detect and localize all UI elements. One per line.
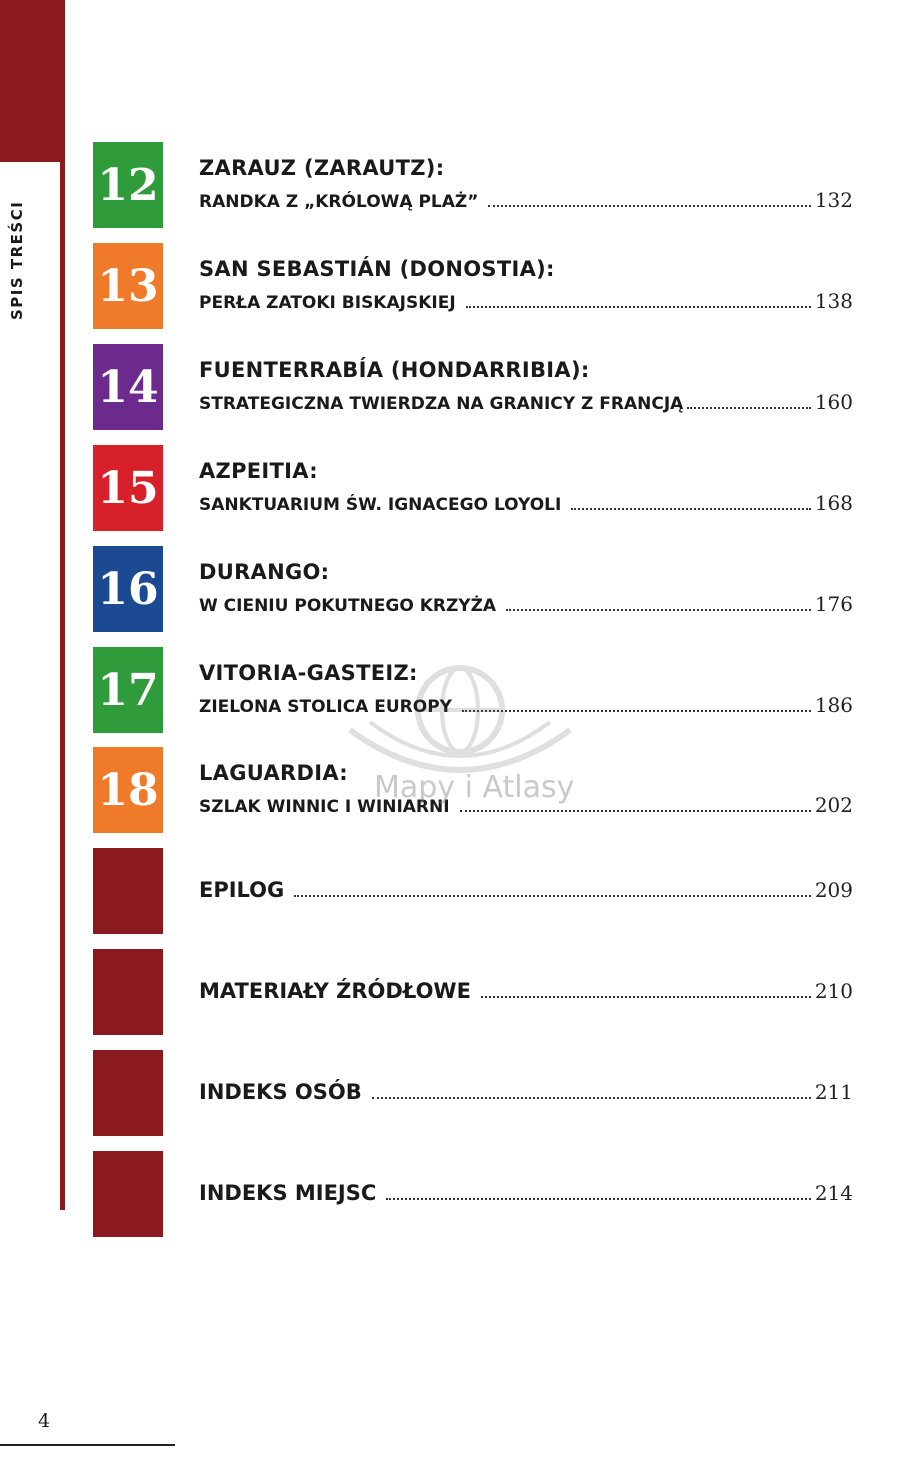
chapter-subtitle: ZIELONA STOLICA EUROPY	[199, 697, 452, 717]
chapter-subtitle: SANKTUARIUM ŚW. IGNACEGO LOYOLI	[199, 495, 562, 515]
section-line	[199, 1080, 853, 1104]
chapter-subtitle: SZLAK WINNIC I WINIARNI	[199, 797, 450, 817]
chapter-number-badge: 18	[93, 747, 163, 833]
page-ref: 211	[814, 1080, 853, 1104]
page-number: 4	[38, 1410, 51, 1432]
page-ref: 186	[814, 693, 853, 717]
chapter-subtitle: RANDKA Z „KRÓLOWĄ PLAŻ”	[199, 192, 479, 212]
section-title: EPILOG	[199, 878, 285, 902]
watermark-text: Mapy i Atlasy	[374, 770, 575, 805]
leader-dots	[571, 508, 810, 510]
toc-entry-16[interactable]	[93, 546, 853, 632]
toc-entry-13[interactable]	[93, 243, 853, 329]
section-line	[199, 1181, 853, 1205]
leader-dots	[481, 996, 811, 998]
chapter-subtitle-line	[199, 693, 853, 717]
section-label: SPIS TREŚCI	[8, 200, 26, 320]
chapter-subtitle-line	[199, 289, 853, 313]
toc-entry-index-places[interactable]	[93, 1151, 853, 1237]
chapter-title: FUENTERRABÍA (HONDARRIBIA):	[199, 358, 590, 382]
page-ref: 176	[814, 592, 853, 616]
toc-entry-index-persons[interactable]	[93, 1050, 853, 1136]
leader-dots	[466, 306, 811, 308]
leader-dots	[687, 407, 811, 409]
section-line	[199, 979, 853, 1003]
section-tab	[0, 0, 60, 162]
page-ref: 202	[814, 793, 853, 817]
toc-entry-14[interactable]	[93, 344, 853, 430]
page-ref: 132	[814, 188, 853, 212]
section-color-badge	[93, 1151, 163, 1237]
page-ref: 214	[814, 1181, 853, 1205]
toc-entry-15[interactable]	[93, 445, 853, 531]
toc-entry-epilog[interactable]	[93, 848, 853, 934]
chapter-title: LAGUARDIA:	[199, 761, 348, 785]
chapter-title: AZPEITIA:	[199, 459, 318, 483]
chapter-subtitle: W CIENIU POKUTNEGO KRZYŻA	[199, 596, 497, 616]
chapter-subtitle-line	[199, 188, 853, 212]
chapter-number-badge: 13	[93, 243, 163, 329]
page-ref: 160	[814, 390, 853, 414]
chapter-subtitle: STRATEGICZNA TWIERDZA NA GRANICY Z FRANCJĄ	[199, 394, 684, 414]
leader-dots	[372, 1097, 811, 1099]
page-ref: 210	[814, 979, 853, 1003]
chapter-subtitle: PERŁA ZATOKI BISKAJSKIEJ	[199, 293, 456, 313]
leader-dots	[386, 1198, 811, 1200]
chapter-number-badge: 15	[93, 445, 163, 531]
chapter-number-badge: 17	[93, 647, 163, 733]
toc-entry-sources[interactable]	[93, 949, 853, 1035]
chapter-title: ZARAUZ (ZARAUTZ):	[199, 156, 445, 180]
leader-dots	[294, 895, 811, 897]
section-color-badge	[93, 848, 163, 934]
leader-dots	[488, 205, 810, 207]
toc-entry-12[interactable]	[93, 142, 853, 228]
section-title: INDEKS OSÓB	[199, 1080, 362, 1104]
section-color-badge	[93, 1050, 163, 1136]
section-color-badge	[93, 949, 163, 1035]
leader-dots	[462, 710, 811, 712]
chapter-number-badge: 12	[93, 142, 163, 228]
section-title: INDEKS MIEJSC	[199, 1181, 377, 1205]
chapter-title: DURANGO:	[199, 560, 330, 584]
page-ref: 138	[814, 289, 853, 313]
chapter-title: VITORIA-GASTEIZ:	[199, 661, 418, 685]
chapter-title: SAN SEBASTIÁN (DONOSTIA):	[199, 257, 555, 281]
chapter-subtitle-line	[199, 390, 853, 414]
section-rule	[60, 0, 65, 1210]
section-title: MATERIAŁY ŹRÓDŁOWE	[199, 979, 471, 1003]
chapter-number-badge: 16	[93, 546, 163, 632]
toc-entry-17[interactable]	[93, 647, 853, 733]
chapter-subtitle-line	[199, 491, 853, 515]
leader-dots	[506, 609, 811, 611]
footer-rule	[0, 1444, 175, 1446]
page-ref: 209	[814, 878, 853, 902]
chapter-number-badge: 14	[93, 344, 163, 430]
page-ref: 168	[814, 491, 853, 515]
chapter-subtitle-line	[199, 592, 853, 616]
leader-dots	[460, 810, 811, 812]
section-line	[199, 878, 853, 902]
